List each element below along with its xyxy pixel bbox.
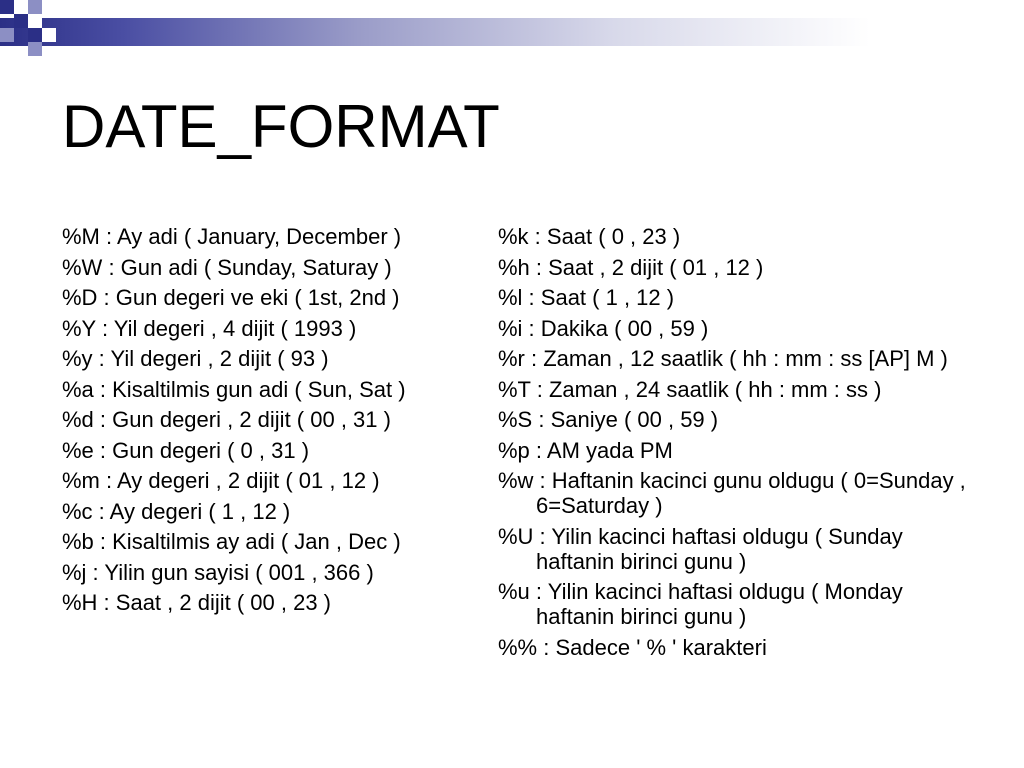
list-item: %M : Ay adi ( January, December ) — [62, 224, 402, 249]
slide-title: DATE_FORMAT — [62, 93, 500, 160]
slide-header-decoration — [0, 0, 1024, 50]
list-item: %j : Yilin gun sayisi ( 001 , 366 ) — [62, 559, 374, 585]
list-item: %u : Yilin kacinci haftasi oldugu ( Monday haftanin birinci gunu ) — [498, 579, 903, 629]
list-item: %h : Saat , 2 dijit ( 01 , 12 ) — [498, 254, 764, 280]
list-item: %i : Dakika ( 00 , 59 ) — [498, 315, 709, 341]
list-item: %p : AM yada PM — [498, 437, 673, 463]
list-item: %% : Sadece ' % ' karakteri — [498, 634, 767, 660]
decorative-square — [0, 28, 14, 42]
list-item: %Y : Yil degeri , 4 dijit ( 1993 ) — [62, 315, 357, 341]
list-item: %W : Gun adi ( Sunday, Saturay ) — [62, 254, 392, 280]
list-item: %a : Kisaltilmis gun adi ( Sun, Sat ) — [62, 376, 406, 402]
left-column-list — [62, 224, 492, 621]
decorative-square — [42, 28, 56, 42]
list-item: %w : Haftanin kacinci gunu oldugu ( 0=Sunday , 6=Saturday ) — [498, 468, 966, 518]
list-item: %b : Kisaltilmis ay adi ( Jan , Dec ) — [62, 529, 401, 554]
list-item: %T : Zaman , 24 saatlik ( hh : mm : ss ) — [498, 376, 882, 402]
decorative-square — [28, 14, 42, 28]
decorative-square — [28, 42, 42, 56]
list-item: %y : Yil degeri , 2 dijit ( 93 ) — [62, 346, 329, 371]
header-gradient-bar — [0, 18, 1024, 46]
list-item: %U : Yilin kacinci haftasi oldugu ( Sunday haftanin birinci gunu ) — [498, 523, 903, 574]
decorative-square — [14, 0, 28, 14]
list-item: %H : Saat , 2 dijit ( 00 , 23 ) — [62, 590, 332, 615]
list-item: %m : Ay degeri , 2 dijit ( 01 , 12 ) — [62, 468, 380, 493]
list-item: %S : Saniye ( 00 , 59 ) — [498, 407, 719, 432]
right-column-list — [498, 224, 968, 665]
list-item: %d : Gun degeri , 2 dijit ( 00 , 31 ) — [62, 407, 391, 432]
list-item: %r : Zaman , 12 saatlik ( hh : mm : ss [AP] M ) — [498, 346, 948, 371]
decorative-square — [14, 14, 28, 28]
decorative-square — [28, 0, 42, 14]
list-item: %k : Saat ( 0 , 23 ) — [498, 224, 681, 249]
decorative-square — [28, 28, 42, 42]
list-item: %c : Ay degeri ( 1 , 12 ) — [62, 498, 291, 524]
list-item: %D : Gun degeri ve eki ( 1st, 2nd ) — [62, 285, 400, 310]
list-item: %e : Gun degeri ( 0 , 31 ) — [62, 437, 310, 463]
list-item: %l : Saat ( 1 , 12 ) — [498, 285, 675, 310]
decorative-square — [0, 0, 14, 14]
